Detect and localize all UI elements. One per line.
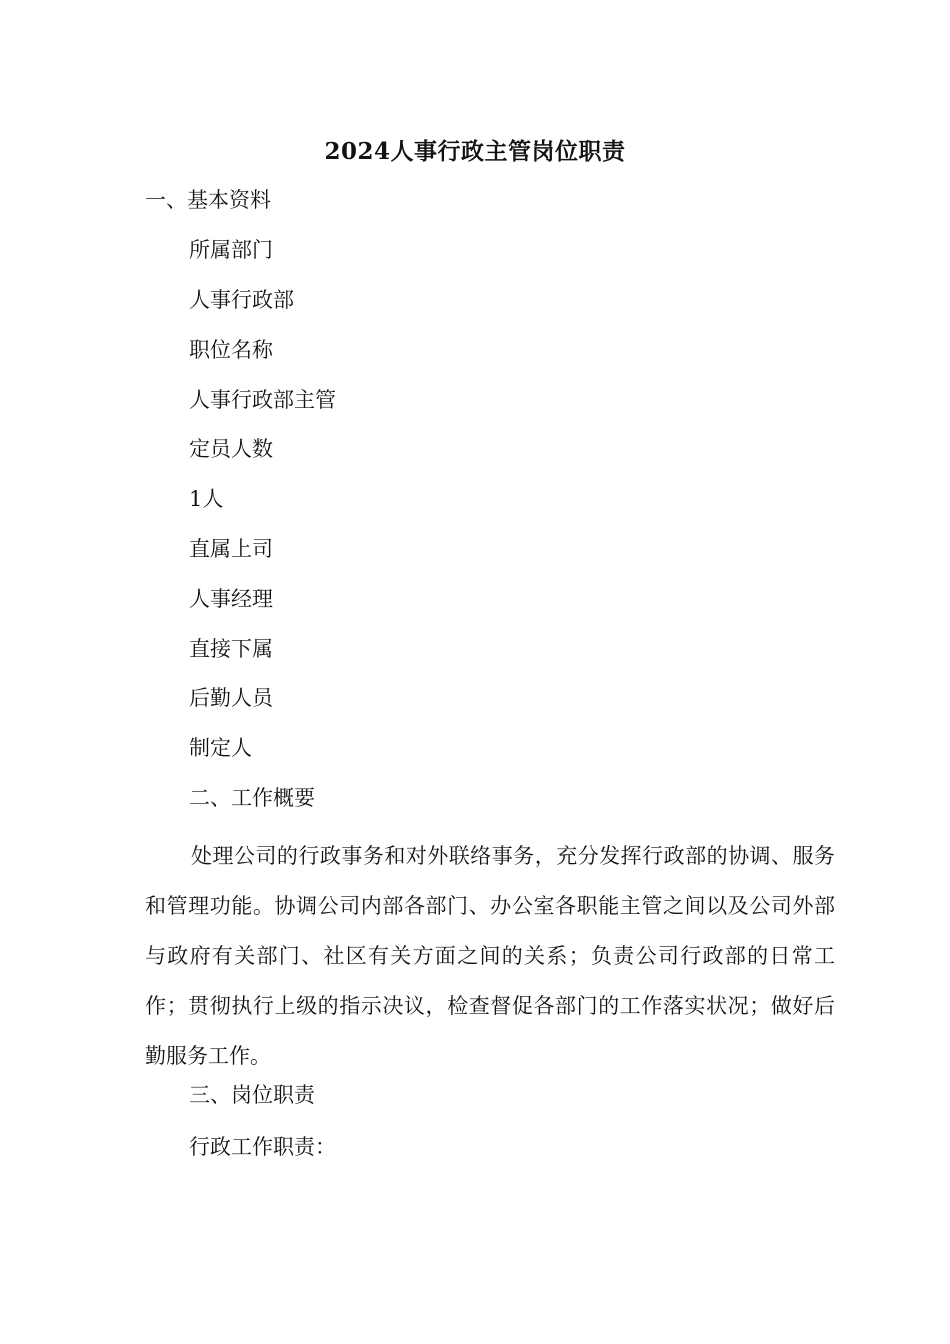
field-value-direct-subordinate: 后勤人员 [189, 686, 273, 710]
field-value-position-name: 人事行政部主管 [189, 388, 336, 412]
subheading-admin-responsibilities: 行政工作职责： [189, 1135, 336, 1159]
section-heading-responsibilities: 三、岗位职责 [189, 1083, 315, 1107]
section-heading-work-summary: 二、工作概要 [189, 786, 315, 810]
document-title: 2024人事行政主管岗位职责 [324, 138, 626, 165]
section-heading-basic-info: 一、基本资料 [145, 188, 271, 212]
field-label-direct-subordinate: 直接下属 [189, 637, 273, 661]
field-value-direct-superior: 人事经理 [189, 587, 273, 611]
field-value-department: 人事行政部 [189, 288, 294, 312]
work-summary-paragraph: 处理公司的行政事务和对外联络事务，充分发挥行政部的协调、服务和管理功能。协调公司内部各部门、办公室各职能主管之间以及公司外部与政府有关部门、社区有关方面之间的关系；负责公司行政部的日常工作；贯彻执行上级的指示决议，检查督促各部门的工作落实状况；做好后勤服务工作。 [145, 844, 835, 1068]
field-label-department: 所属部门 [189, 238, 273, 262]
field-label-author: 制定人 [189, 736, 252, 760]
field-label-headcount: 定员人数 [189, 437, 273, 461]
field-label-position-name: 职位名称 [189, 338, 273, 362]
field-value-headcount: 1人 [189, 487, 224, 511]
field-label-direct-superior: 直属上司 [189, 537, 273, 561]
